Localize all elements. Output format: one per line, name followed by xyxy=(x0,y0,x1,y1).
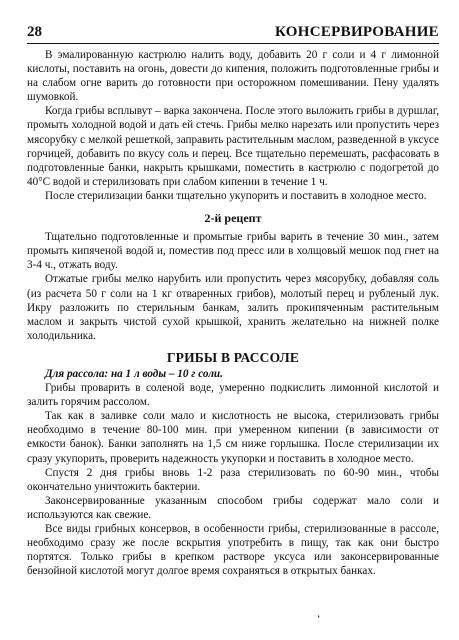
stray-mark: ' xyxy=(316,613,323,626)
paragraph: Законсервированные указанным способом грибы содержат мало соли и используются как свежие. xyxy=(27,494,439,521)
paragraph: Когда грибы всплывут – варка закончена. После этого выложить грибы в дуршлаг, промыть холодной водой и дать ей стечь. Грибы мелко нарезать или пропустить через мясорубку с мелкой решеткой, заправить растительным маслом, разведенной в уксусе горчицей, добавить по вкусу соль и перец. Все тщательно перемешать, расфасовать в подготовленные банки, накрыть крышками, поместить в кастрюлю с подогретой до 40°С водой и стерилизовать при слабом кипении в течение 1 ч. xyxy=(27,105,439,188)
paragraph: Отжатые грибы мелко нарубить или пропустить через мясорубку, добавляя соль (из расчета 50 г соли на 1 кг отваренных грибов), молотый перец и рубленый лук. Икру разложить по стерильным банкам, залить прокипяченным растительным маслом и закрыть чистой сухой крышкой, хранить желательно на нижней полке холодильника. xyxy=(27,273,439,342)
running-title: КОНСЕРВИРОВАНИЕ xyxy=(275,24,439,40)
paragraph: После стерилизации банки тщательно укупорить и поставить в холодное место. xyxy=(45,189,427,202)
paragraph: В эмалированную кастрюлю налить воду, добавить 20 г соли и 4 г лимонной кислоты, поставить на огонь, довести до кипения, положить подготовленные грибы и на слабом огне варить до готовности при осторожном помешивании. Пену удалять шумовкой. xyxy=(27,49,439,104)
page-body xyxy=(27,48,439,578)
paragraph: Спустя 2 дня грибы вновь 1-2 раза стерилизовать по 60-90 мин., чтобы окончательно уничтожить бактерии. xyxy=(27,466,439,493)
paragraph: Так как в заливке соли мало и кислотность не высока, стерилизовать грибы необходимо в течение 80-100 мин. при умеренном кипении (в зависимости от емкости банок). Банки заполнять на 1,5 см ниже горлышка. После стерилизации их сразу укупорить, проверить надежность укупорки и поставить в холодное место. xyxy=(27,410,439,465)
paragraph: Тщательно подготовленные и промытые грибы варить в течение 30 мин., затем промыть кипяченой водой и, поместив под пресс или в холщовый мешок под гнет на 3-4 ч., отжать воду. xyxy=(27,231,439,272)
brine-note: Для рассола: на 1 л воды – 10 г соли. xyxy=(45,367,223,380)
page-header xyxy=(27,24,439,44)
paragraph: Грибы проварить в соленой воде, умеренно подкислить лимонной кислотой и залить горячим рассолом. xyxy=(27,382,439,409)
paragraph: Все виды грибных консервов, в особенности грибы, стерилизованные в рассоле, необходимо сразу же после вскрытия употребить в пищу, так как они быстро портятся. Только грибы в крепком растворе уксуса или законсервированные бензойной кислотой могут долгое время сохраняться в открытых банках. xyxy=(27,523,439,578)
section-heading: ГРИБЫ В РАССОЛЕ xyxy=(166,349,300,365)
page-number: 28 xyxy=(27,24,42,40)
recipe-subtitle: 2-й рецепт xyxy=(204,211,262,226)
